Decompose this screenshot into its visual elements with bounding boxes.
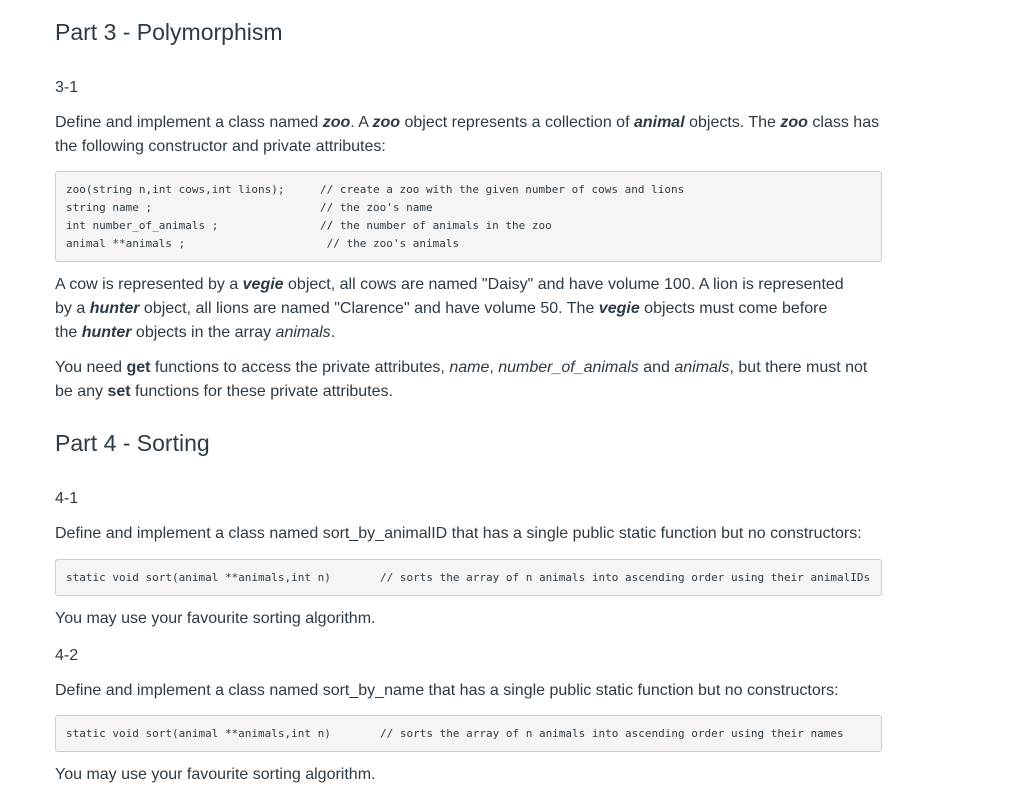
sort-by-name-intro: Define and implement a class named sort_by_name that has a single public static function but no constructors: (55, 682, 839, 699)
part4-subsection-label-1: 4-1 (55, 490, 79, 507)
text-run: class has the following constructor and private attributes: (55, 114, 880, 155)
text-run: name (449, 359, 490, 376)
text-run: vegie (598, 300, 640, 317)
text-run: set (107, 383, 131, 400)
part3-heading: Part 3 - Polymorphism (55, 19, 283, 45)
part3-get-set-paragraph (55, 356, 885, 404)
text-run: functions for these private attributes. (130, 383, 393, 400)
code-line: string name ; (66, 201, 153, 214)
text-run: object represents a collection of (400, 114, 634, 131)
text-run: , but there must not be any (55, 359, 868, 400)
code-comment: // the zoo's animals (320, 237, 460, 250)
text-run: vegie (242, 276, 284, 293)
text-run: and (638, 359, 675, 376)
text-run: . (330, 324, 336, 341)
code-comment: // the zoo's name (320, 201, 433, 214)
text-run: animal (633, 114, 685, 131)
zoo-declaration-code-block (55, 171, 882, 262)
text-run: animals (674, 359, 730, 376)
code-comment: // sorts the array of n animals into ascending order using their animalIDs (380, 571, 871, 584)
sorting-note-1: You may use your favourite sorting algorithm. (55, 610, 376, 627)
code-line: static void sort(animal **animals,int n) (66, 571, 331, 584)
part3-subsection-label: 3-1 (55, 79, 79, 96)
code-comment: // create a zoo with the given number of cows and lions (320, 183, 685, 196)
sorting-note-2: You may use your favourite sorting algorithm. (55, 766, 376, 783)
code-line: animal **animals ; (66, 237, 186, 250)
text-run: object, all lions are named "Clarence" and have volume 50. The (139, 300, 599, 317)
text-run: hunter (81, 324, 132, 341)
text-run: zoo (780, 114, 808, 131)
code-line: int number_of_animals ; (66, 219, 219, 232)
text-run: get (126, 359, 151, 376)
text-run: . A (350, 114, 373, 131)
text-run: Define and implement a class named (55, 114, 323, 131)
text-run: number_of_animals (498, 359, 639, 376)
text-run: animals (275, 324, 331, 341)
text-run: zoo (372, 114, 401, 131)
text-run: , (489, 359, 499, 376)
sort-by-animalid-intro: Define and implement a class named sort_by_animalID that has a single public static function but no constructors: (55, 525, 862, 542)
sort-by-animalid-code-block (55, 559, 882, 596)
code-line: zoo(string n,int cows,int lions); (66, 183, 285, 196)
code-comment: // sorts the array of n animals into ascending order using their names (380, 727, 844, 740)
text-run: A cow is represented by a (55, 276, 243, 293)
part3-intro-paragraph (55, 111, 885, 159)
text-run: objects. The (684, 114, 781, 131)
text-run: functions to access the private attributes, (150, 359, 450, 376)
text-run: You need (55, 359, 127, 376)
text-run: objects must come before the (55, 300, 828, 341)
code-line: static void sort(animal **animals,int n) (66, 727, 331, 740)
code-comment: // the number of animals in the zoo (320, 219, 552, 232)
text-run: object, all cows are named "Daisy" and have volume 100. A lion is represented by a (55, 276, 844, 317)
part4-heading: Part 4 - Sorting (55, 430, 210, 456)
text-run: objects in the array (131, 324, 276, 341)
sort-by-name-code-block (55, 715, 882, 752)
text-run: hunter (89, 300, 140, 317)
part4-subsection-label-2: 4-2 (55, 647, 79, 664)
text-run: zoo (322, 114, 351, 131)
part3-cow-lion-paragraph (55, 273, 850, 345)
